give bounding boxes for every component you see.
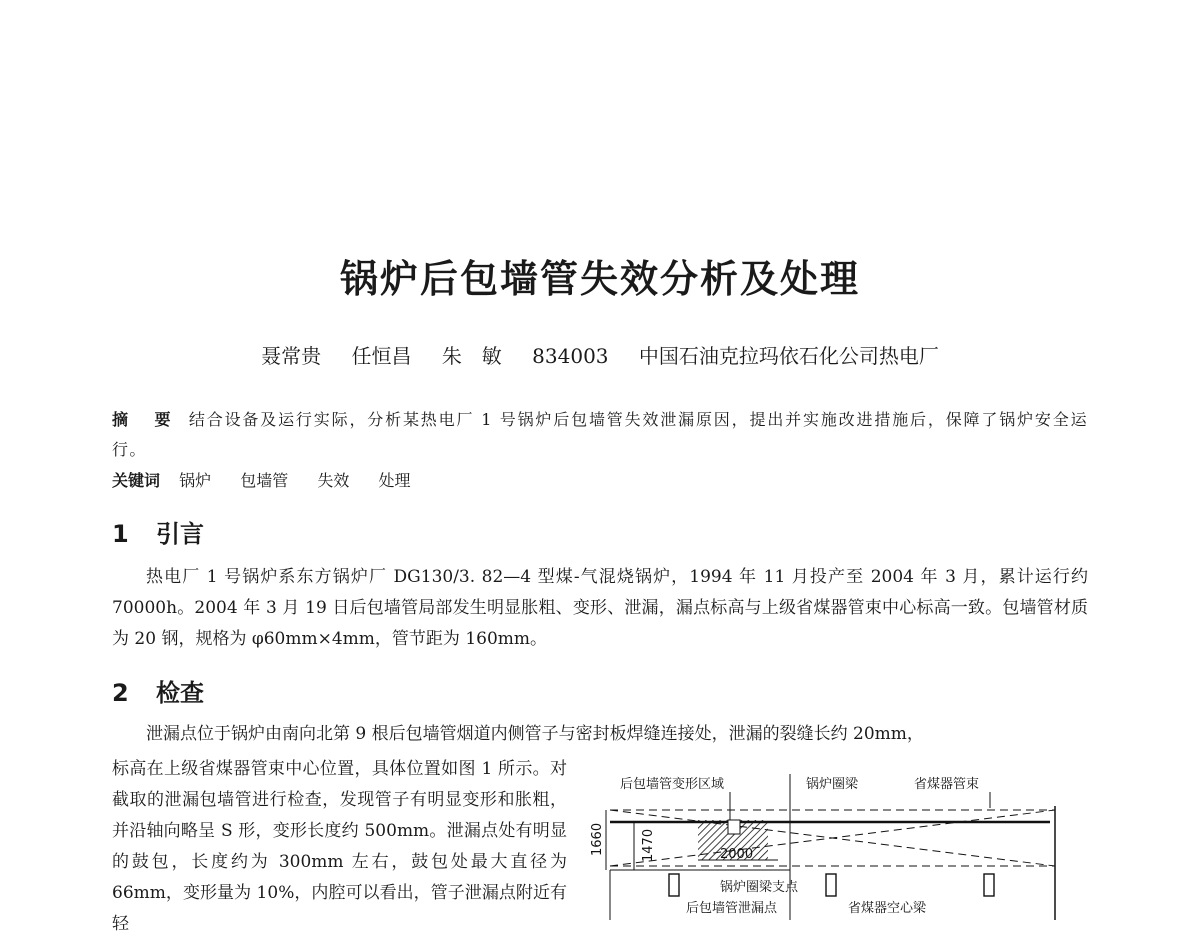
figure-1 (590, 766, 1070, 920)
label-deform-zone: 后包墙管变形区域 (620, 777, 725, 792)
leak-marker (728, 820, 740, 834)
support-right (984, 874, 994, 896)
label-leak-point: 后包墙管泄漏点 (686, 901, 778, 916)
dim-1660: 1660 (590, 822, 605, 856)
dim-2000: 2000 (720, 847, 754, 862)
keyword-1: 锅炉 (179, 471, 212, 490)
author-2: 任恒昌 (351, 344, 412, 368)
abstract (112, 405, 1088, 465)
figure-1-diagram (590, 766, 1070, 920)
keyword-4: 处理 (378, 471, 411, 490)
label-ring-beam: 锅炉圈梁 (806, 777, 859, 792)
postal-code: 834003 (532, 344, 609, 368)
section-1-title: 引言 (156, 520, 204, 548)
label-economizer: 省煤器管束 (914, 777, 980, 792)
section-1-heading (112, 514, 204, 549)
abstract-label: 摘 要 (112, 410, 181, 429)
keywords-label: 关键词 (112, 471, 161, 490)
author-1: 聂常贵 (261, 344, 322, 368)
abstract-text: 结合设备及运行实际，分析某热电厂 1 号锅炉后包墙管失效泄漏原因，提出并实施改进措施后，保障了锅炉安全运行。 (112, 410, 1088, 459)
authors-line (0, 340, 1200, 369)
section-2-heading (112, 673, 204, 708)
author-3: 朱 敏 (441, 344, 502, 368)
affiliation: 中国石油克拉玛依石化公司热电厂 (638, 344, 939, 368)
section-1-paragraph: 热电厂 1 号锅炉系东方锅炉厂 DG130/3. 82—4 型煤-气混烧锅炉，1994 年 11 月投产至 2004 年 3 月，累计运行约 70000h。2004 年 3 月 19 日后包墙管局部发生明显胀粗、变形、泄漏，漏点标高与上级省煤器管束中心标高一致。包墙管材质为 20 钢，规格为 φ60mm×4mm，管节距为 160mm。 (112, 567, 1088, 649)
paper-title: 锅炉后包墙管失效分析及处理 (339, 257, 860, 301)
support-left (669, 874, 679, 896)
keyword-2: 包墙管 (240, 471, 289, 490)
keyword-3: 失效 (317, 471, 350, 490)
section-2-paragraph-narrow: 标高在上级省煤器管束中心位置，具体位置如图 1 所示。对截取的泄漏包墙管进行检查，发现管子有明显变形和胀粗，并沿轴向略呈 S 形，变形长度约 500mm。泄漏点处有明显的鼓包，长度约为 300mm 左右，鼓包处最大直径为 66mm，变形量为 10%，内腔可以看出，管子泄漏点附近有轻 (112, 759, 567, 934)
keywords (112, 468, 434, 491)
label-ring-support: 锅炉圈梁支点 (720, 880, 799, 895)
section-2-number: 2 (112, 679, 129, 707)
support-middle (826, 874, 836, 896)
section-2-paragraph-full: 泄漏点位于锅炉由南向北第 9 根后包墙管烟道内侧管子与密封板焊缝连接处，泄漏的裂缝长约 20mm， (146, 724, 924, 744)
dim-1470: 1470 (641, 828, 656, 862)
section-2-title: 检查 (156, 679, 204, 707)
label-hollow-beam: 省煤器空心梁 (848, 901, 927, 916)
section-1-number: 1 (112, 520, 129, 548)
